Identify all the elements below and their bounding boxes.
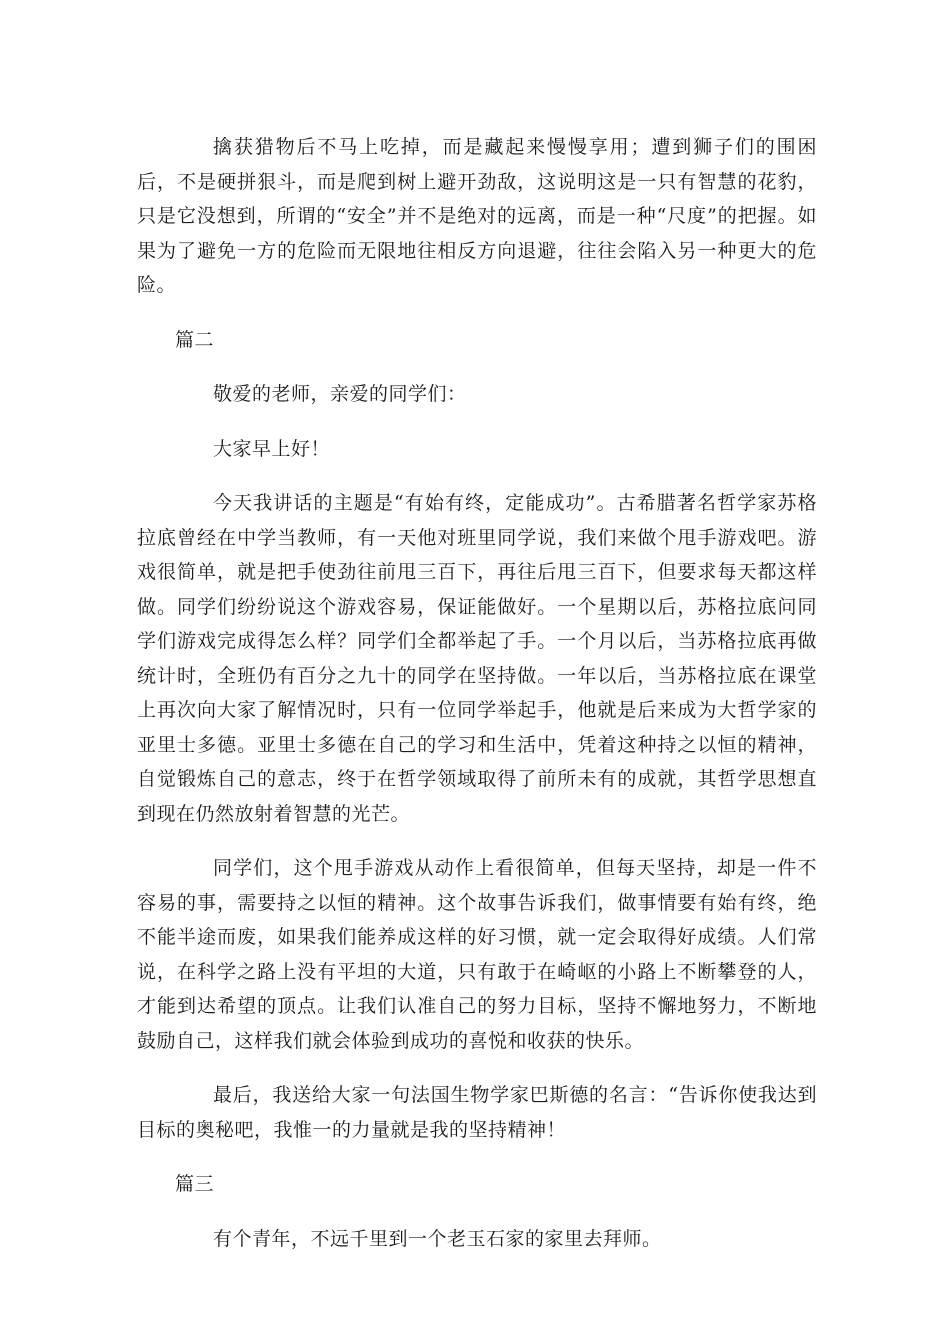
section-heading-2: 篇二 [175,328,215,351]
paragraph-jade-story: 有个青年，不远千里到一个老玉石家的家里去拜师。 [213,1227,662,1250]
paragraph-pasteur-quote: 最后，我送给大家一句法国生物学家巴斯德的名言：“告诉你使我达到目标的奥秘吧，我惟一的力量就是我的坚持精神！ [137,1084,817,1141]
paragraph-greeting: 大家早上好！ [213,437,331,460]
paragraph-persistence: 同学们，这个甩手游戏从动作上看很简单，但每天坚持，却是一件不容易的事，需要持之以恒的精神。这个故事告诉我们，做事情要有始有终，绝不能半途而废，如果我们能养成这样的好习惯，就一定会取得好成绩。人们常说，在科学之路上没有平坦的大道，只有敢于在崎岖的小路上不断攀登的人，才能到达希望的顶点。让我们认准自己的努力目标，坚持不懈地努力，不断地鼓励自己，这样我们就会体验到成功的喜悦和收获的快乐。 [137,857,817,1052]
paragraph-leopard: 擒获猎物后不马上吃掉，而是藏起来慢慢享用；遭到狮子们的围困后，不是硬拼狠斗，而是爬到树上避开劲敌，这说明这是一只有智慧的花豹，只是它没想到，所谓的“安全”并不是绝对的远离，而是一种“尺度”的把握。如果为了避免一方的危险而无限地往相反方向退避，往往会陷入另一种更大的危险。 [137,136,817,296]
paragraph-socrates: 今天我讲话的主题是“有始有终，定能成功”。古希腊著名哲学家苏格拉底曾经在中学当教师，有一天他对班里同学说，我们来做个甩手游戏吧。游戏很简单，就是把手使劲往前甩三百下，再往后甩三百下，但要求每天都这样做。同学们纷纷说这个游戏容易，保证能做好。一个星期以后，苏格拉底问同学们游戏完成得怎么样？同学们全都举起了手。一个月以后，当苏格拉底再做统计时，全班仍有百分之九十的同学在坚持做。一年以后，当苏格拉底在课堂上再次向大家了解情况时，只有一位同学举起手，他就是后来成为大哲学家的亚里士多德。亚里士多德在自己的学习和生活中，凭着这种持之以恒的精神，自觉锻炼自己的意志，终于在哲学领域取得了前所未有的成就，其哲学思想直到现在仍然放射着智慧的光芒。 [137,492,817,825]
document-body [137,130,817,1276]
section-heading-3: 篇三 [175,1173,215,1195]
paragraph-salutation: 敬爱的老师，亲爱的同学们： [213,383,467,405]
